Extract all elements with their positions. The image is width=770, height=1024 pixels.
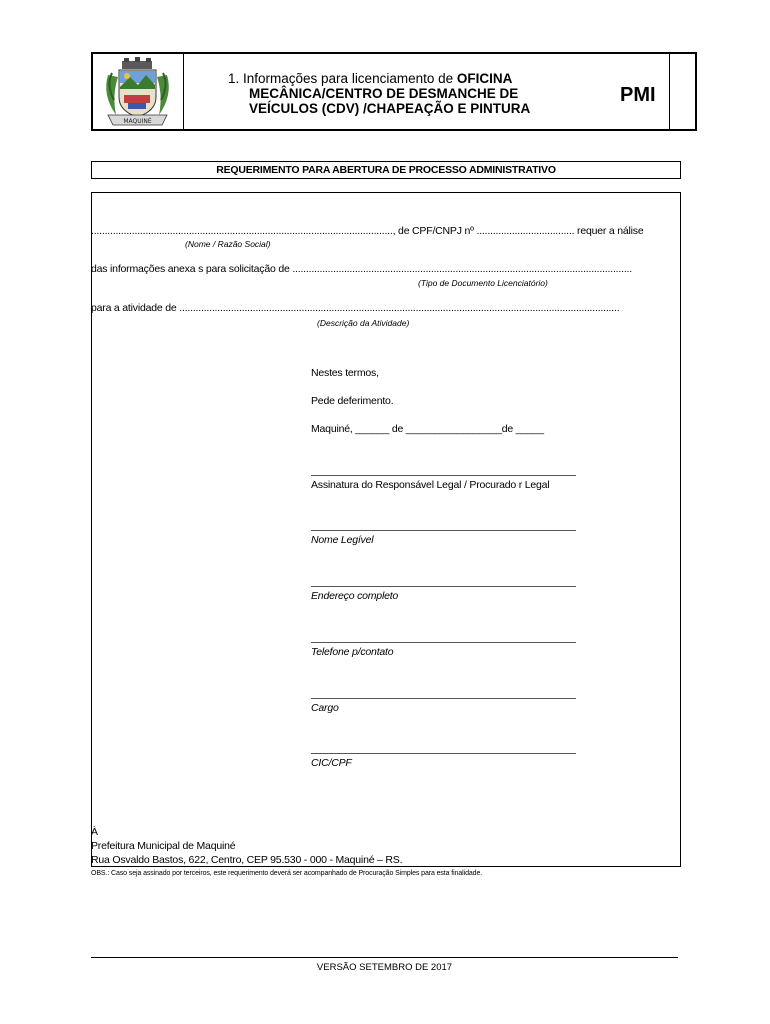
address-to: À (91, 826, 98, 838)
document-type-line: das informações anexa s para solicitação de ............................................................................................................................. (91, 263, 632, 275)
address-label: Endereço completo (311, 590, 399, 602)
role-rule (311, 698, 576, 699)
pmi-label: PMI (620, 84, 656, 106)
address-rule (311, 586, 576, 587)
activity-hint: (Descrição da Atividade) (317, 318, 410, 328)
svg-text:MAQUINÉ: MAQUINÉ (123, 118, 152, 125)
form-box-bottom (91, 866, 681, 867)
address-line-1: Prefeitura Municipal de Maquiné (91, 840, 236, 852)
signature-label: Assinatura do Responsável Legal / Procurado r Legal (311, 479, 550, 491)
closing-request: Pede deferimento. (311, 395, 394, 407)
activity-line: para a atividade de .................................................................................................................................................................. (91, 302, 620, 314)
title-line-3: VEÍCULOS (CDV) /CHAPEAÇÃO E PINTURA (249, 101, 531, 116)
name-label: Nome Legível (311, 534, 374, 546)
recipient-address (91, 825, 402, 867)
name-cpf-line: ..............................................................................................................., de CPF/CNPJ nº .................................... requer a nálise (91, 225, 644, 237)
municipal-coat-of-arms-logo (94, 55, 181, 130)
form-box (91, 192, 681, 866)
closing-terms: Nestes termos, (311, 367, 379, 379)
date-line: Maquiné, ______ de _________________de _____ (311, 423, 544, 435)
form-title: REQUERIMENTO PARA ABERTURA DE PROCESSO ADMINISTRATIVO (91, 161, 681, 179)
header-table (91, 52, 697, 131)
title-line-2: MECÂNICA/CENTRO DE DESMANCHE DE (249, 86, 519, 101)
phone-rule (311, 642, 576, 643)
document-type-hint: (Tipo de Documento Licenciatório) (418, 278, 548, 288)
version-footer: VERSÃO SETEMBRO DE 2017 (316, 962, 453, 973)
name-hint: (Nome / Razão Social) (185, 239, 271, 249)
logo-cell (93, 54, 184, 129)
signature-rule (311, 475, 576, 476)
name-rule (311, 530, 576, 531)
cpf-label: CIC/CPF (311, 757, 352, 769)
address-line-2: Rua Osvaldo Bastos, 622, Centro, CEP 95.530 - 000 - Maquiné – RS. (91, 854, 403, 866)
phone-label: Telefone p/contato (311, 646, 394, 658)
obs-note: OBS.: Caso seja assinado por terceiros, este requerimento deverá ser acompanhado de Procuração Simples para esta finalidade. (91, 870, 483, 877)
footer-rule (91, 957, 678, 958)
title-line-1: 1. Informações para licenciamento de OFICINA (228, 71, 513, 86)
title-cell (184, 54, 670, 129)
role-label: Cargo (311, 702, 339, 714)
cpf-rule (311, 753, 576, 754)
